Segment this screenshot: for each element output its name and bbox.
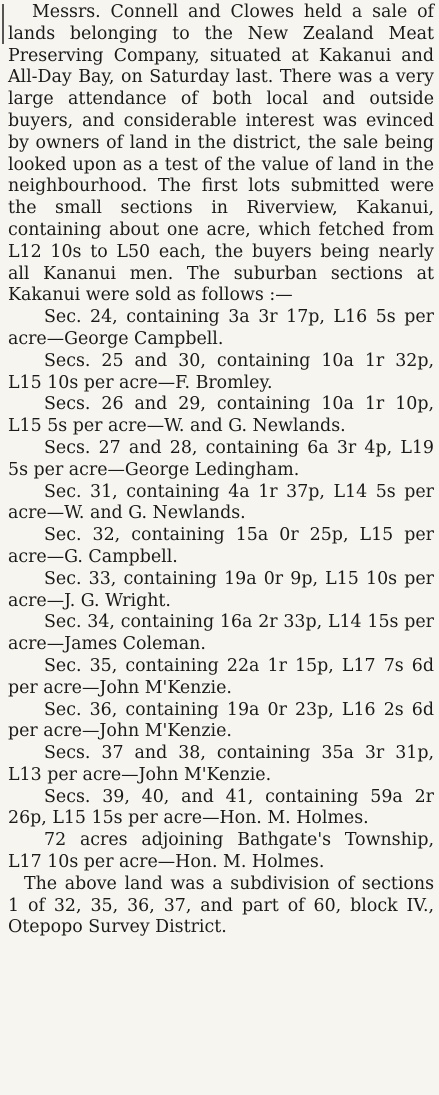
article-column xyxy=(8,2,434,939)
sale-list xyxy=(8,307,434,874)
sale-entry: Secs. 37 and 38, containing 35a 3r 31p, L13 per acre—John M'Kenzie. xyxy=(8,743,434,785)
sale-entry: Secs. 26 and 29, containing 10a 1r 10p, L15 5s per acre—W. and G. Newlands. xyxy=(8,394,434,437)
sale-entry: Sec. 31, containing 4a 1r 37p, L14 5s per acre—W. and G. Newlands. xyxy=(8,481,434,524)
sale-entry: Sec. 35, containing 22a 1r 15p, L17 7s 6d per acre—John M'Kenzie. xyxy=(8,655,434,698)
sale-entry: Sec. 33, containing 19a 0r 9p, L15 10s per acre—J. G. Wright. xyxy=(8,568,434,611)
sale-entry: Sec. 32, containing 15a 0r 25p, L15 per acre—G. Campbell. xyxy=(8,525,434,567)
sale-entry: Secs. 39, 40, and 41, containing 59a 2r 26p, L15 15s per acre—Hon. M. Holmes. xyxy=(8,786,434,829)
sale-entry: 72 acres adjoining Bathgate's Township, L17 10s per acre—Hon. M. Holmes. xyxy=(8,830,434,873)
sale-entry: Secs. 25 and 30, containing 10a 1r 32p, L15 10s per acre—F. Bromley. xyxy=(8,350,434,393)
sale-entry: Secs. 27 and 28, containing 6a 3r 4p, L19 5s per acre—George Ledingham. xyxy=(8,437,434,480)
column-rule xyxy=(2,4,4,44)
sale-entry: Sec. 24, containing 3a 3r 17p, L16 5s per acre—George Campbell. xyxy=(8,307,434,349)
sale-entry: Sec. 34, containing 16a 2r 33p, L14 15s per acre—James Coleman. xyxy=(8,612,434,655)
article-closing: The above land was a subdivision of sections 1 of 32, 35, 36, 37, and part of 60, block IV., Otepopo Survey District. xyxy=(8,873,434,938)
sale-entry: Sec. 36, containing 19a 0r 23p, L16 2s 6d per acre—John M'Kenzie. xyxy=(8,699,434,742)
article-intro: Messrs. Connell and Clowes held a sale of lands belonging to the New Zealand Meat Preserving Company, situated at Kakanui and All-Day Bay, on Saturday last. There was a very large attendance of both local and outside buyers, and considerable interest was evinced by owners of land in the district, the sale being looked upon as a test of the value of land in the neighbourhood. The first lots submitted were the small sections in Riverview, Kakanui, containing about one acre, which fetched from L12 10s to L50 each, the buyers being nearly all Kananui men. The suburban sections at Kakanui were sold as follows :— xyxy=(8,2,434,306)
